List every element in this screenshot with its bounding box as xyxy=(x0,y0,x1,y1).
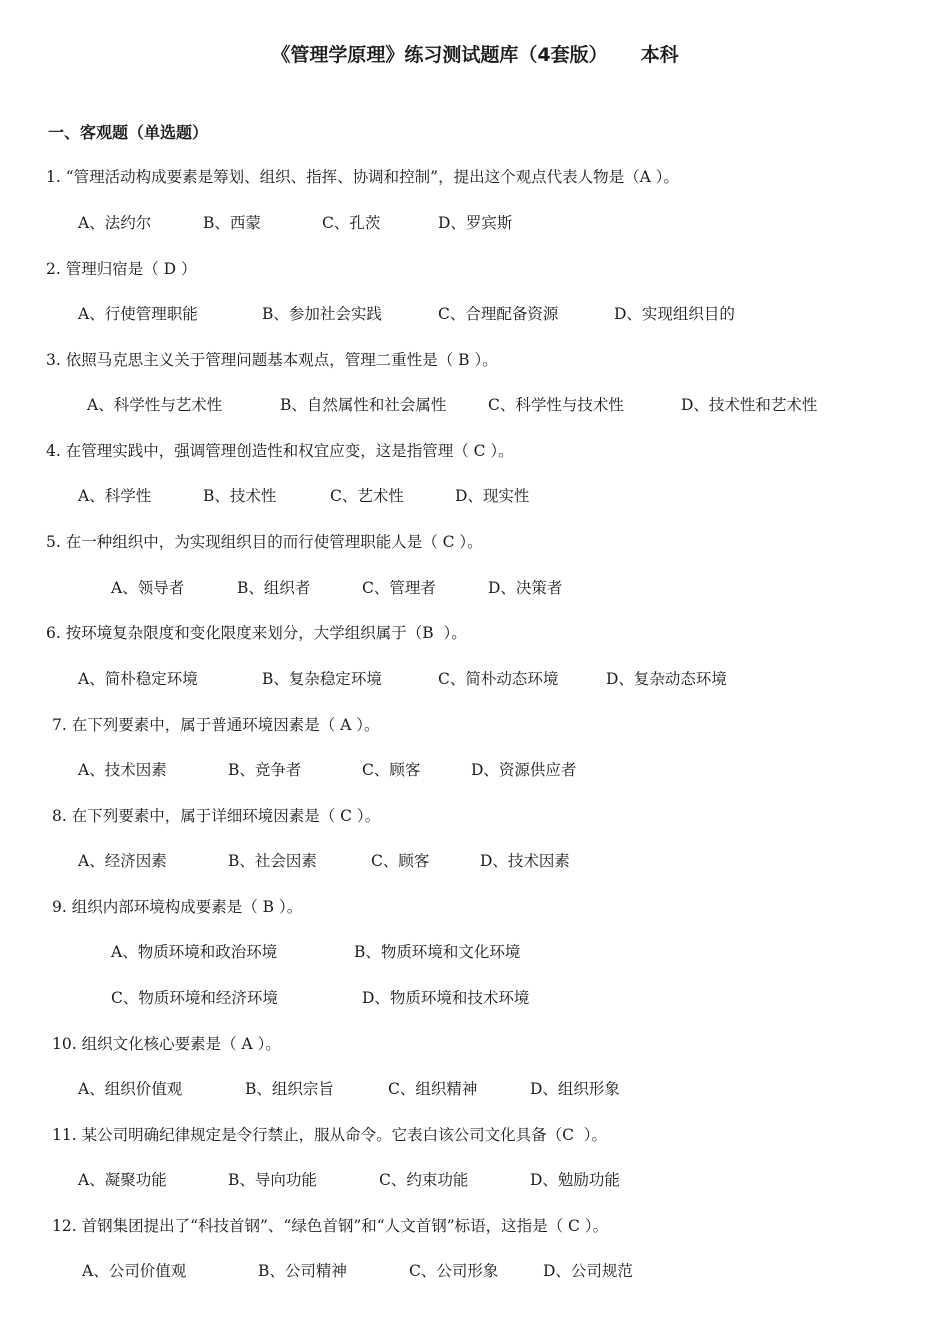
option-3b: B、自然属性和社会属性 xyxy=(280,396,447,414)
option-2c: C、合理配备资源 xyxy=(438,305,559,323)
option-3c: C、科学性与技术性 xyxy=(488,396,624,414)
option-12b: B、公司精神 xyxy=(258,1262,347,1280)
option-11c: C、约束功能 xyxy=(379,1171,469,1189)
option-2d: D、实现组织目的 xyxy=(614,305,735,323)
question-11: 11. 某公司明确纪律规定是令行禁止，服从命令。它表白该公司文化具备（C ）。 xyxy=(52,1126,608,1144)
option-5a: A、领导者 xyxy=(111,579,185,597)
option-5c: C、管理者 xyxy=(362,579,436,597)
option-6a: A、简朴稳定环境 xyxy=(78,670,198,688)
option-2a: A、行使管理职能 xyxy=(78,305,198,323)
option-1d: D、罗宾斯 xyxy=(438,214,513,232)
question-6: 6. 按环境复杂限度和变化限度来划分，大学组织属于（B ）。 xyxy=(46,624,467,642)
option-9d: D、物质环境和技术环境 xyxy=(362,989,530,1007)
option-4c: C、艺术性 xyxy=(330,487,404,505)
option-10c: C、组织精神 xyxy=(388,1080,478,1098)
option-12d: D、公司规范 xyxy=(543,1262,633,1280)
option-3d: D、技术性和艺术性 xyxy=(681,396,818,414)
page-title: 《管理学原理》练习测试题库（4套版） 本科 xyxy=(271,44,679,66)
option-4a: A、科学性 xyxy=(78,487,152,505)
question-5: 5. 在一种组织中，为实现组织目的而行使管理职能人是（ C ）。 xyxy=(46,533,483,551)
option-1c: C、孔茨 xyxy=(322,214,381,232)
question-12: 12. 首钢集团提出了“科技首钢”、“绿色首钢”和“人文首钢”标语，这指是（ C ）。 xyxy=(52,1217,609,1235)
option-6b: B、复杂稳定环境 xyxy=(262,670,382,688)
option-12c: C、公司形象 xyxy=(409,1262,499,1280)
question-4: 4. 在管理实践中，强调管理创造性和权宜应变，这是指管理（ C ）。 xyxy=(46,442,514,460)
option-11b: B、导向功能 xyxy=(228,1171,317,1189)
option-11a: A、凝聚功能 xyxy=(78,1171,167,1189)
option-1b: B、西蒙 xyxy=(203,214,261,232)
option-6d: D、复杂动态环境 xyxy=(606,670,727,688)
option-8b: B、社会因素 xyxy=(228,852,317,870)
option-5b: B、组织者 xyxy=(237,579,311,597)
option-7b: B、竞争者 xyxy=(228,761,302,779)
question-1: 1. “管理活动构成要素是筹划、组织、指挥、协调和控制”，提出这个观点代表人物是（A ）。 xyxy=(46,168,679,186)
option-1a: A、法约尔 xyxy=(78,214,152,232)
option-2b: B、参加社会实践 xyxy=(262,305,382,323)
question-8: 8. 在下列要素中，属于详细环境因素是（ C ）。 xyxy=(52,807,381,825)
option-8a: A、经济因素 xyxy=(78,852,167,870)
question-9: 9. 组织内部环境构成要素是（ B ）。 xyxy=(52,898,303,916)
option-9c: C、物质环境和经济环境 xyxy=(111,989,278,1007)
option-8c: C、顾客 xyxy=(371,852,430,870)
option-7a: A、技术因素 xyxy=(78,761,167,779)
option-7c: C、顾客 xyxy=(362,761,421,779)
option-10a: A、组织价值观 xyxy=(78,1080,183,1098)
option-3a: A、科学性与艺术性 xyxy=(87,396,223,414)
option-4b: B、技术性 xyxy=(203,487,277,505)
question-3: 3. 依照马克思主义关于管理问题基本观点，管理二重性是（ B ）。 xyxy=(46,351,498,369)
option-10d: D、组织形象 xyxy=(530,1080,620,1098)
option-4d: D、现实性 xyxy=(455,487,530,505)
option-7d: D、资源供应者 xyxy=(471,761,577,779)
question-7: 7. 在下列要素中，属于普通环境因素是（ A ）。 xyxy=(52,716,380,734)
option-12a: A、公司价值观 xyxy=(82,1262,187,1280)
option-8d: D、技术因素 xyxy=(480,852,570,870)
section-heading: 一、客观题（单选题） xyxy=(48,123,209,142)
question-10: 10. 组织文化核心要素是（ A ）。 xyxy=(52,1035,281,1053)
option-11d: D、勉励功能 xyxy=(530,1171,620,1189)
question-2: 2. 管理归宿是（ D ） xyxy=(46,260,197,278)
option-5d: D、决策者 xyxy=(488,579,563,597)
option-9a: A、物质环境和政治环境 xyxy=(111,943,278,961)
option-6c: C、简朴动态环境 xyxy=(438,670,559,688)
option-9b: B、物质环境和文化环境 xyxy=(354,943,521,961)
option-10b: B、组织宗旨 xyxy=(245,1080,334,1098)
